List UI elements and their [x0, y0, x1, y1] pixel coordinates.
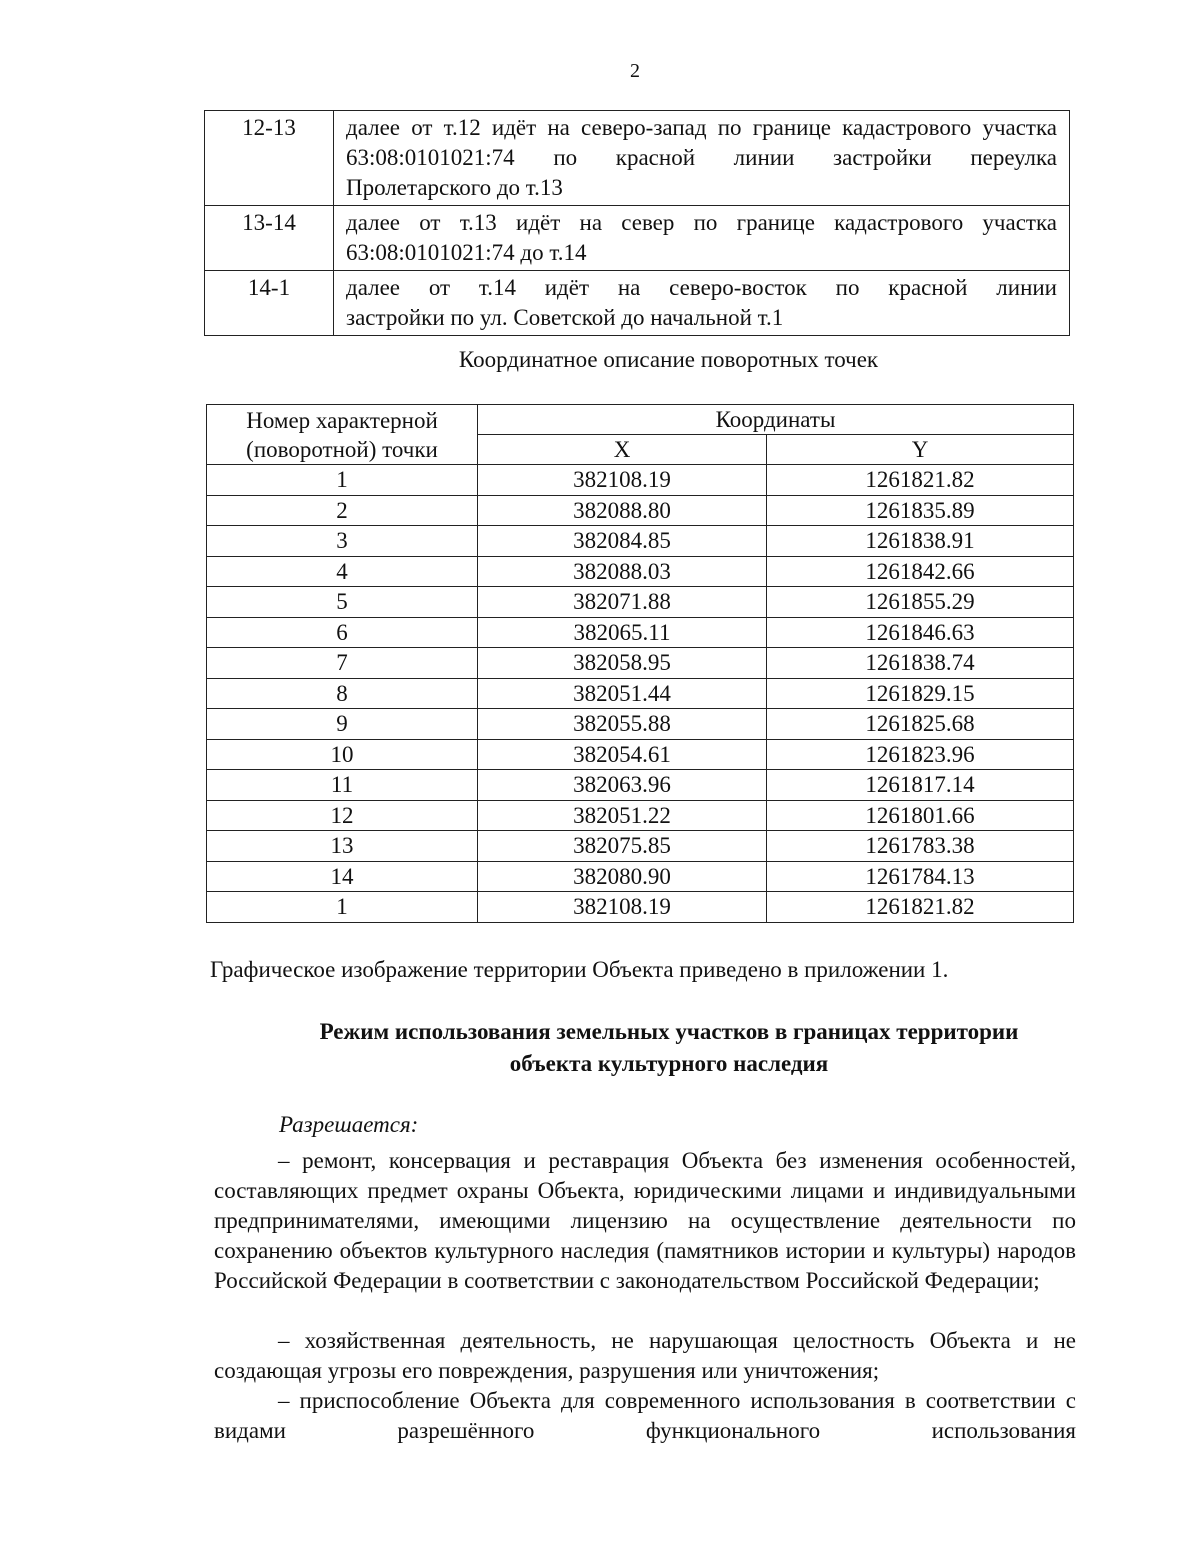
y-cell: 1261829.15	[767, 678, 1074, 709]
table-row	[207, 770, 1074, 801]
point-number-header	[207, 405, 478, 465]
title-line: объекта культурного наследия	[509, 1051, 829, 1076]
x-cell: 382063.96	[478, 770, 767, 801]
segment-cell: 12-13	[205, 111, 334, 206]
point-cell: 8	[207, 678, 478, 709]
y-cell: 1261817.14	[767, 770, 1074, 801]
description-line: далее от т.13 идёт на север по границе кадастрового участка	[346, 210, 1057, 235]
x-cell: 382054.61	[478, 739, 767, 770]
table-row	[207, 831, 1074, 862]
paragraph: – хозяйственная деятельность, не нарушающая целостность Объекта и не создающая угрозы его повреждения, разрушения или уничтожения;	[214, 1328, 1076, 1383]
table-row	[205, 111, 1070, 206]
segment-cell: 13-14	[205, 206, 334, 271]
table-row	[207, 587, 1074, 618]
segment-description	[334, 206, 1070, 271]
point-cell: 11	[207, 770, 478, 801]
paragraph: – приспособление Объекта для современного использования в соответствии с видами разрешённого функционального использования	[214, 1388, 1076, 1443]
segment-cell: 14-1	[205, 271, 334, 336]
table-row	[207, 648, 1074, 679]
table-row	[207, 526, 1074, 557]
description-line: далее от т.12 идёт на северо-запад по границе кадастрового	[346, 115, 972, 140]
x-cell: 382108.19	[478, 465, 767, 496]
graphic-note: Графическое изображение территории Объекта приведено в приложении 1.	[210, 957, 949, 982]
coordinates-table	[206, 404, 1074, 923]
description-line: 63:08:0101021:74 до т.14	[346, 240, 587, 265]
point-cell: 12	[207, 800, 478, 831]
x-cell: 382071.88	[478, 587, 767, 618]
table-row	[207, 556, 1074, 587]
y-cell: 1261855.29	[767, 587, 1074, 618]
description-line: участка 63:08:0101021:74 по красной линии застройки переулка	[346, 115, 1058, 170]
section-title	[210, 1016, 1128, 1080]
table-row	[207, 892, 1074, 923]
y-cell: 1261821.82	[767, 465, 1074, 496]
y-cell: 1261823.96	[767, 739, 1074, 770]
coordinates-caption: Координатное описание поворотных точек	[458, 347, 879, 372]
x-cell: 382065.11	[478, 617, 767, 648]
table-row	[207, 495, 1074, 526]
y-cell: 1261842.66	[767, 556, 1074, 587]
table-row	[207, 800, 1074, 831]
title-line: Режим использования земельных участков в границах территории	[319, 1019, 1019, 1044]
point-cell: 6	[207, 617, 478, 648]
header-line: (поворотной) точки	[246, 436, 438, 462]
segment-description	[334, 271, 1070, 336]
y-cell: 1261835.89	[767, 495, 1074, 526]
header-line: Номер характерной	[246, 407, 438, 433]
y-cell: 1261783.38	[767, 831, 1074, 862]
point-cell: 1	[207, 892, 478, 923]
route-description-table	[204, 110, 1070, 336]
y-cell: 1261838.74	[767, 648, 1074, 679]
point-cell: 5	[207, 587, 478, 618]
point-cell: 3	[207, 526, 478, 557]
point-cell: 4	[207, 556, 478, 587]
allowed-label: Разрешается:	[279, 1112, 419, 1137]
description-line: Пролетарского до т.13	[346, 175, 563, 200]
header-row	[207, 405, 1074, 435]
point-cell: 7	[207, 648, 478, 679]
x-cell: 382058.95	[478, 648, 767, 679]
segment-description	[334, 111, 1070, 206]
x-cell: 382108.19	[478, 892, 767, 923]
x-cell: 382051.44	[478, 678, 767, 709]
point-cell: 14	[207, 861, 478, 892]
y-header: Y	[767, 435, 1074, 465]
point-cell: 13	[207, 831, 478, 862]
point-cell: 10	[207, 739, 478, 770]
point-cell: 2	[207, 495, 478, 526]
y-cell: 1261801.66	[767, 800, 1074, 831]
table-row	[207, 709, 1074, 740]
x-cell: 382055.88	[478, 709, 767, 740]
table-row	[207, 617, 1074, 648]
point-cell: 9	[207, 709, 478, 740]
description-line: застройки по ул. Советской до начальной т.1	[346, 305, 784, 330]
page-number: 2	[630, 60, 640, 82]
table-row	[207, 739, 1074, 770]
y-cell: 1261821.82	[767, 892, 1074, 923]
y-cell: 1261825.68	[767, 709, 1074, 740]
x-cell: 382075.85	[478, 831, 767, 862]
table-row	[205, 206, 1070, 271]
x-cell: 382084.85	[478, 526, 767, 557]
x-cell: 382080.90	[478, 861, 767, 892]
paragraph: – ремонт, консервация и реставрация Объекта без изменения особенностей, составляющих предмет охраны Объекта, юридическими лицами и индивидуальными предпринимателями, имеющими лицензию на осуществление деятельности по сохранению объектов культурного наследия (памятников истории и культуры) народов Российской Федерации в соответствии с законодательством Российской Федерации;	[214, 1148, 1076, 1293]
description-line: далее от т.14 идёт на северо-восток по красной линии	[346, 275, 1057, 300]
table-row	[205, 271, 1070, 336]
x-cell: 382088.80	[478, 495, 767, 526]
x-cell: 382051.22	[478, 800, 767, 831]
coordinates-header: Координаты	[478, 405, 1074, 435]
table-row	[207, 861, 1074, 892]
y-cell: 1261846.63	[767, 617, 1074, 648]
table-row	[207, 465, 1074, 496]
x-cell: 382088.03	[478, 556, 767, 587]
coordinates-body	[207, 465, 1074, 923]
y-cell: 1261784.13	[767, 861, 1074, 892]
x-header: X	[478, 435, 767, 465]
table-row	[207, 678, 1074, 709]
y-cell: 1261838.91	[767, 526, 1074, 557]
point-cell: 1	[207, 465, 478, 496]
